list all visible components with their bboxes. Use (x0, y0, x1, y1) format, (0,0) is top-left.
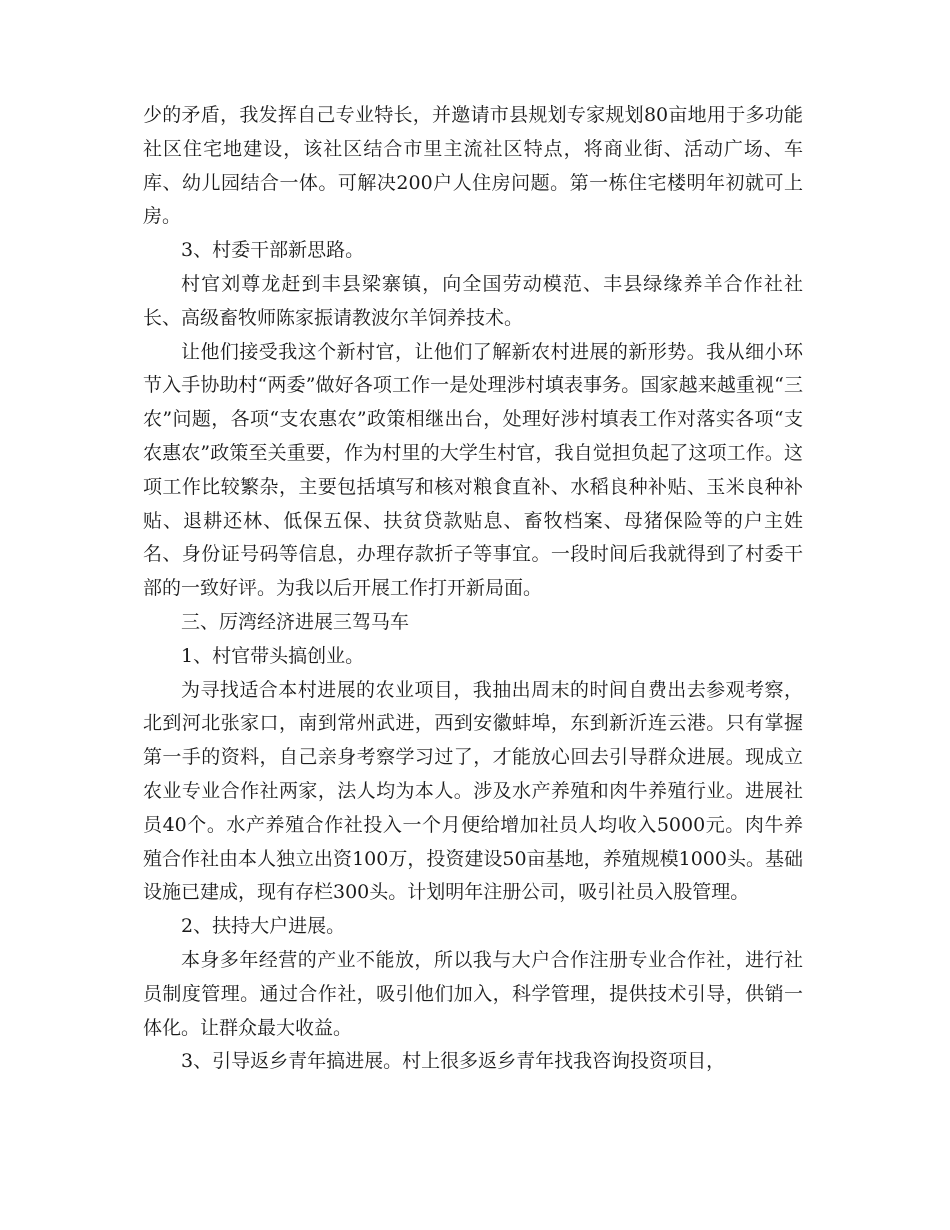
heading-village-official-startup: 1、村官带头搞创业。 (181, 644, 365, 667)
heading-village-cadres: 3、村委干部新思路。 (181, 239, 365, 262)
paragraph-household-cooperation: 本身多年经营的产业不能放，所以我与大户合作注册专业合作社，进行社员制度管理。通过合作社，吸引他们加入，科学管理，提供技术引导，供销一体化。让群众最大收益。 (143, 948, 803, 1039)
paragraph-returning-youth: 3、引导返乡青年搞进展。村上很多返乡青年找我咨询投资项目， (181, 1050, 726, 1073)
paragraph-cooperatives: 为寻找适合本村进展的农业项目，我抽出周末的时间自费出去参观考察，北到河北张家口，南到常州武进，西到安徽蚌埠，东到新沂连云港。只有掌握第一手的资料，自己亲身考察学习过了，才能放心回去引导群众进展。现成立农业专业合作社两家，法人均为本人。涉及水产养殖和肉牛养殖行业。进展社员40个。水产养殖合作社投入一个月便给增加社员人均收入5000元。肉牛养殖合作社由本人独立出资100万，投资建设50亩基地，养殖规模1000头。基础设施已建成，现有存栏300头。计划明年注册公司，吸引社员入股管理。 (143, 678, 803, 904)
paragraph-form-filling: 让他们接受我这个新村官，让他们了解新农村进展的新形势。我从细小环节入手协助村“两委”做好各项工作一是处理涉村填表事务。国家越来越重视“三农”问题，各项“支农惠农”政策相继出台，处理好涉村填表工作对落实各项“支农惠农”政策至关重要，作为村里的大学生村官，我自觉担负起了这项工作。这项工作比较繁杂，主要包括填写和核对粮食直补、水稻良种补贴、玉米良种补贴、退耕还林、低保五保、扶贫贷款贴息、畜牧档案、母猪保险等的户主姓名、身份证号码等信息，办理存款折子等事宜。一段时间后我就得到了村委干部的一致好评。为我以后开展工作打开新局面。 (143, 340, 803, 600)
heading-support-large-households: 2、扶持大户进展。 (181, 915, 346, 938)
paragraph-housing-plan: 少的矛盾，我发挥自己专业特长，并邀请市县规划专家规划80亩地用于多功能社区住宅地建设，该社区结合市里主流社区特点，将商业街、活动广场、车库、幼儿园结合一体。可解决200户人住房问题。第一栋住宅楼明年初就可上房。 (143, 104, 803, 228)
document-page (143, 99, 803, 1079)
paragraph-boer-goat: 村官刘尊龙赶到丰县梁寨镇，向全国劳动模范、丰县绿缘养羊合作社社长、高级畜牧师陈家振请教波尔羊饲养技术。 (143, 272, 803, 329)
section-heading-three-carriages: 三、厉湾经济进展三驾马车 (181, 610, 410, 633)
